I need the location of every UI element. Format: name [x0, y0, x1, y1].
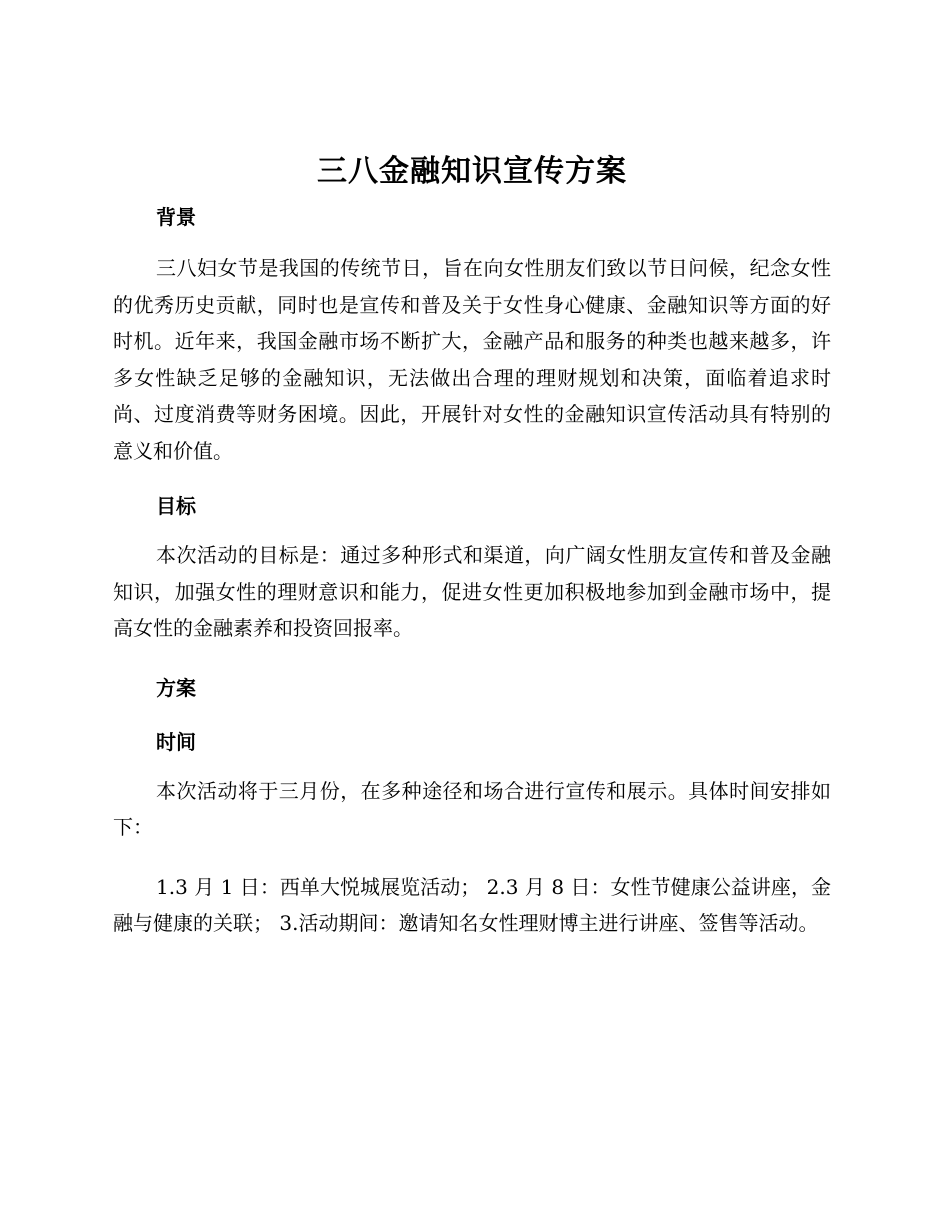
section-heading-time: 时间	[156, 729, 196, 754]
section-heading-goal: 目标	[156, 494, 196, 518]
section-heading-plan: 方案	[156, 675, 196, 700]
document-body	[113, 148, 831, 942]
paragraph-schedule: 1.3 月 1 日：西单大悦城展览活动； 2.3 月 8 日：女性节健康公益讲座，金融与健康的关联； 3.活动期间：邀请知名女性理财博主进行讲座、签售等活动。	[113, 874, 831, 935]
section-heading-background: 背景	[156, 205, 196, 229]
paragraph-background: 三八妇女节是我国的传统节日，旨在向女性朋友们致以节日问候，纪念女性的优秀历史贡献，同时也是宣传和普及关于女性身心健康、金融知识等方面的好时机。近年来，我国金融市场不断扩大，金融产品和服务的种类也越来越多，许多女性缺乏足够的金融知识，无法做出合理的理财规划和决策，面临着追求时尚、过度消费等财务困境。因此，开展针对女性的金融知识宣传活动具有特别的意义和价值。	[113, 256, 831, 463]
paragraph-time: 本次活动将于三月份，在多种途径和场合进行宣传和展示。具体时间安排如下：	[113, 778, 831, 839]
paragraph-goal: 本次活动的目标是：通过多种形式和渠道，向广阔女性朋友宣传和普及金融知识，加强女性的理财意识和能力，促进女性更加积极地参加到金融市场中，提高女性的金融素养和投资回报率。	[113, 543, 831, 640]
document-title: 三八金融知识宣传方案	[317, 154, 627, 189]
